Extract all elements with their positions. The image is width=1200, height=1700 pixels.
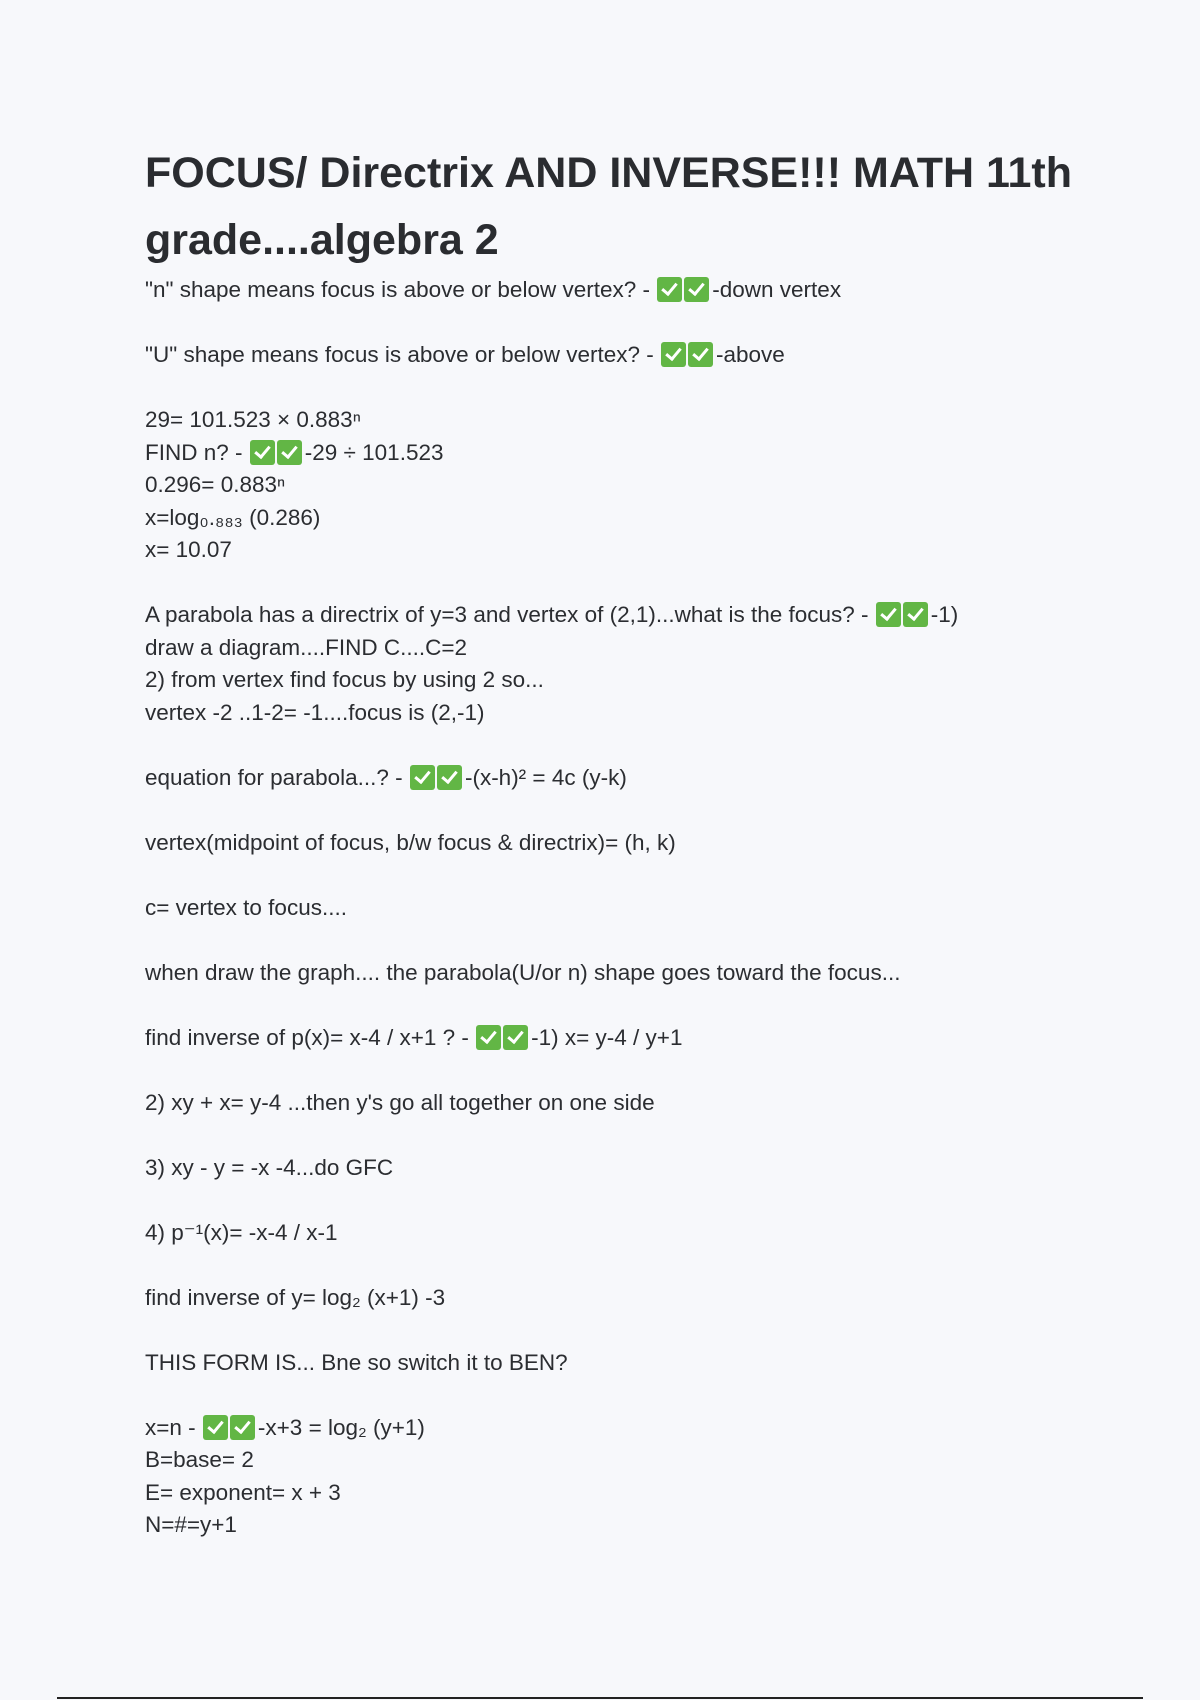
answer-text: -1) [930, 602, 959, 627]
note-line: 29= 101.523 × 0.883ⁿ [145, 407, 361, 432]
check-mark-icon [410, 765, 435, 790]
note-entry [145, 957, 1075, 990]
checkmarks [476, 1022, 530, 1055]
note-line: 0.296= 0.883ⁿ [145, 472, 286, 497]
question-line [145, 437, 1075, 470]
note-line: x= 10.07 [145, 537, 232, 562]
question-line [145, 339, 1075, 372]
check-mark-icon [657, 277, 682, 302]
note-entry [145, 1282, 1075, 1315]
note-line: 4) p⁻¹(x)= -x-4 / x-1 [145, 1219, 338, 1245]
note-line: 3) xy - y = -x -4...do GFC [145, 1154, 394, 1180]
note-entry [145, 1022, 1075, 1055]
note-entry [145, 827, 1075, 860]
spacer [145, 859, 1075, 892]
checkmarks [661, 339, 715, 372]
note-entry [145, 339, 1075, 372]
note-line: x=log₀.₈₈₃ (0.286) [145, 504, 321, 530]
note-entry [145, 762, 1075, 795]
spacer [145, 989, 1075, 1022]
note-entry [145, 599, 1075, 729]
checkmarks [203, 1412, 257, 1445]
question-text: find inverse of p(x)= x-4 / x+1 ? - [145, 1024, 469, 1050]
note-line: B=base= 2 [145, 1447, 254, 1472]
check-mark-icon [661, 342, 686, 367]
question-line [145, 762, 1075, 795]
check-mark-icon [688, 342, 713, 367]
check-mark-icon [476, 1025, 501, 1050]
checkmarks [250, 437, 304, 470]
check-mark-icon [503, 1025, 528, 1050]
answer-text: -x+3 = log₂ (y+1) [257, 1414, 425, 1440]
note-line: find inverse of y= log₂ (x+1) -3 [145, 1284, 446, 1310]
checkmarks [410, 762, 464, 795]
check-mark-icon [277, 440, 302, 465]
spacer [145, 1119, 1075, 1152]
page-bottom-rule [57, 1697, 1143, 1699]
spacer [145, 1184, 1075, 1217]
question-text: A parabola has a directrix of y=3 and vertex of (2,1)...what is the focus? - [145, 602, 869, 627]
question-line [145, 274, 1075, 307]
note-entry [145, 404, 1075, 567]
spacer [145, 307, 1075, 340]
note-line: vertex -2 ..1-2= -1....focus is (2,-1) [145, 699, 485, 725]
check-mark-icon [903, 602, 928, 627]
question-text: x=n - [145, 1414, 196, 1440]
note-entry [145, 1217, 1075, 1250]
spacer [145, 372, 1075, 405]
question-line [145, 1412, 1075, 1445]
answer-text: -1) x= y-4 / y+1 [531, 1024, 683, 1050]
note-line: vertex(midpoint of focus, b/w focus & directrix)= (h, k) [145, 829, 676, 855]
note-line: THIS FORM IS... Bne so switch it to BEN? [145, 1349, 568, 1375]
note-entry [145, 1347, 1075, 1380]
spacer [145, 1314, 1075, 1347]
answer-text: -above [716, 342, 785, 367]
note-entry [145, 274, 1075, 307]
note-line: 2) xy + x= y-4 ...then y's go all together on one side [145, 1089, 655, 1115]
question-text: equation for parabola...? - [145, 764, 403, 790]
note-line: 2) from vertex find focus by using 2 so... [145, 667, 544, 692]
question-text: "n" shape means focus is above or below vertex? - [145, 277, 650, 302]
answer-text: -29 ÷ 101.523 [304, 439, 444, 465]
check-mark-icon [203, 1415, 228, 1440]
note-line: when draw the graph.... the parabola(U/or n) shape goes toward the focus... [145, 959, 901, 985]
checkmarks [876, 599, 930, 632]
spacer [145, 1054, 1075, 1087]
spacer [145, 924, 1075, 957]
document-title: FOCUS/ Directrix AND INVERSE!!! MATH 11th grade....algebra 2 [145, 149, 1072, 264]
spacer [145, 1379, 1075, 1412]
check-mark-icon [437, 765, 462, 790]
document-content [145, 140, 1075, 1542]
note-line: draw a diagram....FIND C....C=2 [145, 634, 467, 660]
note-entry [145, 892, 1075, 925]
note-entry [145, 1087, 1075, 1120]
question-line [145, 599, 1075, 632]
note-entry [145, 1152, 1075, 1185]
spacer [145, 794, 1075, 827]
question-line [145, 1022, 1075, 1055]
spacer [145, 567, 1075, 600]
checkmarks [657, 274, 711, 307]
note-line: c= vertex to focus.... [145, 894, 347, 920]
spacer [145, 1249, 1075, 1282]
question-text: "U" shape means focus is above or below vertex? - [145, 342, 654, 367]
note-line: N=#=y+1 [145, 1512, 237, 1537]
check-mark-icon [250, 440, 275, 465]
spacer [145, 729, 1075, 762]
answer-text: -(x-h)² = 4c (y-k) [464, 764, 627, 790]
note-entry [145, 1412, 1075, 1542]
note-line: E= exponent= x + 3 [145, 1479, 341, 1505]
question-text: FIND n? - [145, 439, 243, 465]
check-mark-icon [230, 1415, 255, 1440]
check-mark-icon [876, 602, 901, 627]
answer-text: -down vertex [712, 277, 842, 302]
check-mark-icon [684, 277, 709, 302]
